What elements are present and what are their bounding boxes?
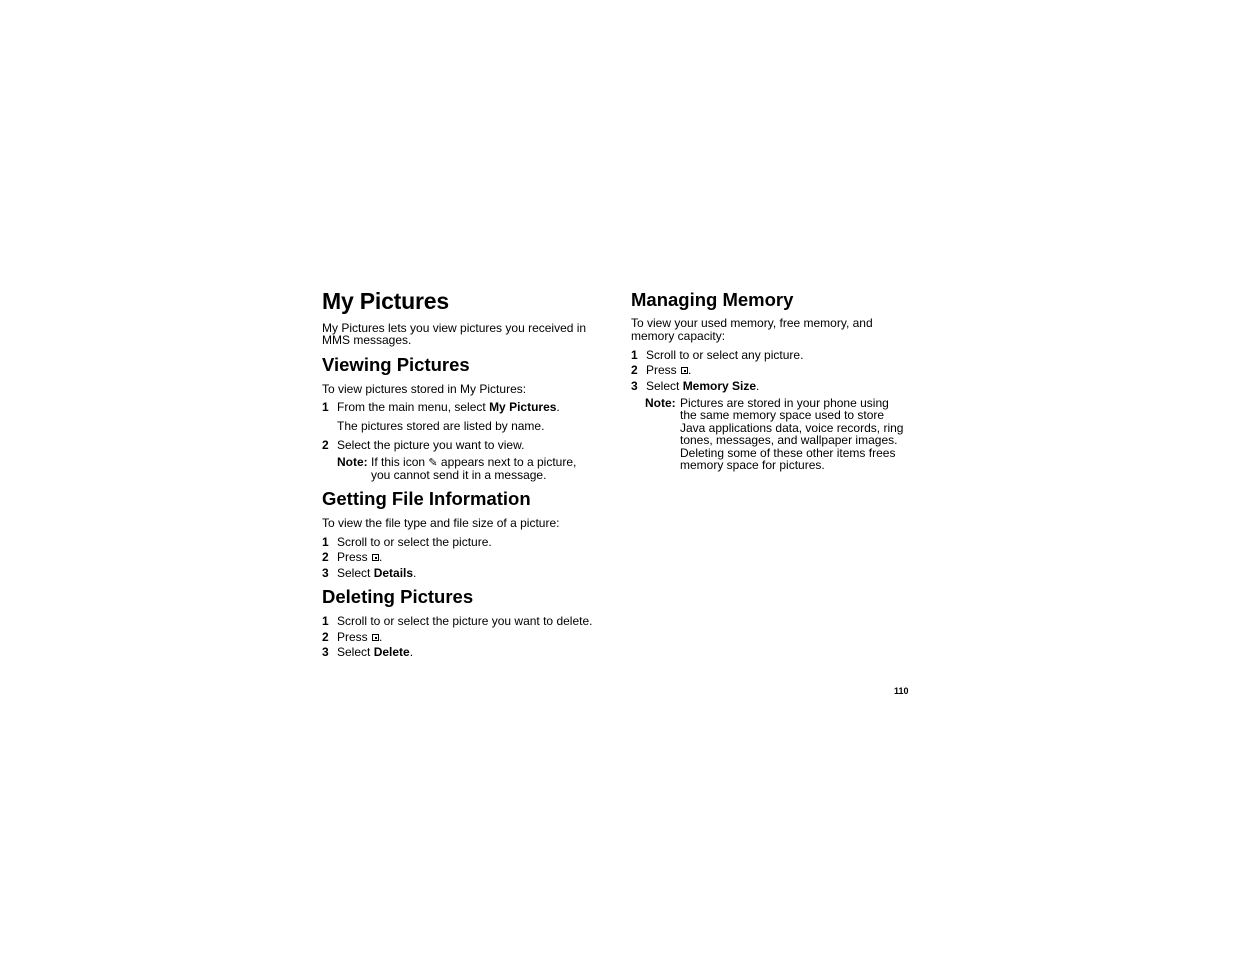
memory-note-line-6: memory space for pictures. [680,458,825,472]
step-text: Scroll to or select the picture. [337,535,492,549]
punctuation: . [556,400,560,414]
menu-key-icon [372,554,379,561]
step-number: 3 [322,645,329,659]
punctuation: . [756,379,760,393]
intro-line-2: MMS messages. [322,333,412,347]
memory-note-line-3: Java applications data, voice records, ring [680,421,904,435]
file-info-heading: Getting File Information [322,488,531,509]
memory-lead-line-1: To view your used memory, free memory, and [631,316,873,330]
menu-item-name: Memory Size [682,379,757,393]
step-number: 1 [322,400,329,414]
memory-heading: Managing Memory [631,289,794,310]
memory-note-line-4: tones, messages, and wallpaper images. [680,433,898,447]
memory-step-1 [631,349,803,362]
memory-note-label: Note: [645,396,676,410]
viewing-step-2 [322,439,524,452]
step-text: Press [337,550,372,564]
file-info-lead: To view the file type and file size of a picture: [322,516,560,530]
memory-note-line-5: Deleting some of these other items frees [680,446,896,460]
punctuation: . [379,630,383,644]
intro-line-1: My Pictures lets you view pictures you received in [322,321,587,335]
memory-lead-line-2: memory capacity: [631,329,726,343]
file-info-step-2 [322,551,382,564]
punctuation: . [409,645,414,659]
step-text: Select [337,566,374,580]
step-text: Select the picture you want to view. [337,438,525,452]
step-text: Select [337,645,374,659]
step-text: From the main menu, select [337,400,490,414]
viewing-note-line-2: you cannot send it in a message. [371,468,547,482]
memory-note-line-2: the same memory space used to store [680,408,885,422]
menu-item-name: Delete [373,645,410,659]
menu-key-icon [681,367,688,374]
page-number: 110 [894,686,909,696]
menu-item-name: My Pictures [489,400,557,414]
step-text: Press [337,630,372,644]
deleting-step-1 [322,615,592,628]
step-number: 1 [322,614,329,628]
step-text: Scroll to or select the picture you want to delete. [337,614,593,628]
viewing-step-1-sub: The pictures stored are listed by name. [337,419,545,433]
punctuation: . [379,550,383,564]
deleting-heading: Deleting Pictures [322,586,474,607]
step-number: 2 [631,363,638,377]
step-number: 1 [322,535,329,549]
step-number: 2 [322,630,329,644]
file-info-step-1 [322,536,492,549]
note-text-cont: appears next to a picture, [437,455,577,469]
viewing-step-1 [322,401,560,414]
deleting-step-3 [322,646,413,659]
page-title: My Pictures [322,288,449,314]
step-text: Select [646,379,683,393]
menu-item-name: Details [373,566,414,580]
memory-note-line-1: Pictures are stored in your phone using [680,396,889,410]
punctuation: . [688,363,692,377]
viewing-heading: Viewing Pictures [322,354,470,375]
step-number: 1 [631,348,638,362]
memory-step-2 [631,364,691,377]
step-text: Scroll to or select any picture. [646,348,804,362]
step-number: 2 [322,438,329,452]
step-number: 3 [322,566,329,580]
note-label: Note: [337,455,368,469]
step-text: Press [646,363,681,377]
file-info-step-3 [322,567,416,580]
step-number: 2 [322,550,329,564]
no-forward-icon: ✎ [428,457,438,469]
deleting-step-2 [322,631,382,644]
memory-step-3 [631,380,759,393]
viewing-lead: To view pictures stored in My Pictures: [322,382,527,396]
note-text: If this icon [371,455,429,469]
step-number: 3 [631,379,638,393]
punctuation: . [413,566,417,580]
menu-key-icon [372,634,379,641]
